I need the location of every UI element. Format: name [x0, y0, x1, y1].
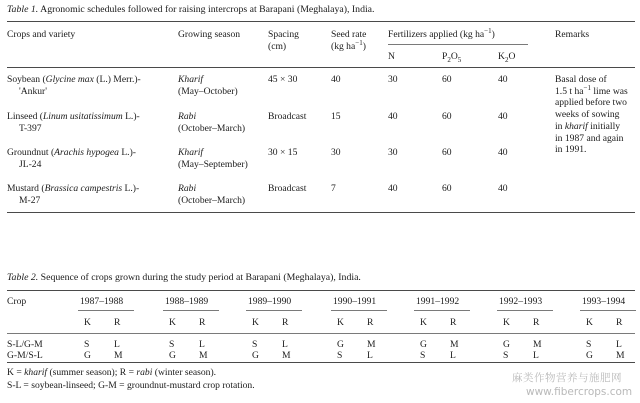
remarks-line: weeks of sowing: [555, 109, 620, 121]
season-r-header: R: [533, 317, 540, 328]
crop-code-cell: G: [586, 350, 593, 361]
k-o: O: [508, 51, 516, 62]
crop-species: Brassica campestris: [44, 183, 123, 194]
crop-species: Glycine max: [45, 74, 94, 85]
remarks-initially: initially: [587, 120, 621, 132]
crop-code-cell: S: [169, 339, 175, 350]
remarks-line: [555, 121, 628, 133]
seed-unit-close: ): [362, 40, 366, 52]
foot-mid: (summer season); R =: [47, 367, 137, 378]
foot-end: (winter season).: [152, 367, 217, 378]
crop-code-cell: L: [367, 350, 373, 361]
season-cell: [178, 147, 248, 170]
header-seed-line2: [331, 38, 366, 53]
table2-footnote-seasons: [7, 367, 216, 379]
crop-code-cell: M: [450, 339, 459, 350]
table2-header-rule: [7, 333, 635, 334]
year-rule: [414, 310, 470, 311]
spacing-cell: 30 × 15: [268, 147, 298, 158]
crop-code-cell: M: [282, 350, 291, 361]
foot-kharif: kharif: [24, 367, 48, 378]
crop-code-cell: S: [503, 350, 509, 361]
year-rule: [78, 310, 134, 311]
table2-caption-text: Sequence of crops grown during the study period at Barapani (Meghalaya), India.: [40, 272, 361, 283]
crop-code-cell: G: [420, 339, 427, 350]
watermark-line1: 麻类作物营养与施肥网: [512, 372, 622, 384]
crop-code-cell: L: [114, 339, 120, 350]
season-name: Kharif: [178, 147, 204, 158]
season-months: (October–March): [178, 194, 246, 206]
year-header: 1989–1990: [248, 296, 292, 307]
k2o-cell: 40: [498, 183, 508, 194]
season-months: (May–September): [178, 158, 248, 170]
season-k-header: K: [337, 317, 344, 328]
foot-rabi: rabi: [136, 367, 153, 378]
fert-label-sup: −1: [484, 26, 492, 35]
fertilizer-subheader-rule: [388, 44, 528, 45]
season-k-header: K: [84, 317, 91, 328]
season-k-header: K: [420, 317, 427, 328]
season-cell: [178, 111, 245, 134]
table2-top-rule: [7, 290, 635, 291]
year-header: 1990–1991: [333, 296, 377, 307]
p-sub2: 5: [457, 55, 462, 64]
watermark-line2: www.fibercrops.com: [526, 386, 633, 398]
remarks-dose: 1.5 t ha: [555, 85, 584, 97]
season-cell: [178, 183, 245, 206]
header-growing-season: Growing season: [178, 29, 241, 40]
crop-code-cell: S: [586, 339, 592, 350]
year-rule: [580, 310, 636, 311]
spacing-cell: Broadcast: [268, 111, 307, 122]
crop-code-cell: L: [199, 339, 205, 350]
remarks-dose-tail: lime was: [590, 85, 628, 97]
seed-rate-cell: 15: [331, 111, 341, 122]
remarks-line: [555, 83, 628, 98]
crop-code-cell: M: [367, 339, 376, 350]
year-rule: [331, 310, 387, 311]
remarks-in: in: [555, 120, 565, 132]
table1-bottom-rule: [7, 212, 635, 213]
crop-variety-cell: [7, 147, 136, 170]
p-o: O: [450, 51, 458, 62]
p2o5-cell: 60: [442, 74, 452, 85]
crop-line1: [7, 111, 140, 123]
n-cell: 30: [388, 147, 398, 158]
seed-rate-cell: 40: [331, 74, 341, 85]
k-main: K: [498, 51, 505, 62]
crop-code-cell: G: [503, 339, 510, 350]
crop-name: Linseed (: [7, 111, 43, 122]
season-name: Rabi: [178, 183, 197, 194]
table1-header-rule: [7, 67, 635, 68]
crop-variety: M-27: [19, 194, 41, 206]
season-k-header: K: [586, 317, 593, 328]
remarks-line: in 1991.: [555, 144, 587, 156]
table2-caption: [7, 272, 361, 284]
crop-code-cell: G: [252, 350, 259, 361]
crop-name: Groundnut (: [7, 147, 55, 158]
crop-authority: L.)-: [118, 147, 136, 158]
table1-caption-text: Agronomic schedules followed for raising intercrops at Barapani (Meghalaya), India.: [40, 4, 375, 15]
crop-code-cell: L: [282, 339, 288, 350]
crop-code-cell: S: [252, 339, 258, 350]
k2o-cell: 40: [498, 111, 508, 122]
crop-authority: L.)-: [122, 183, 140, 194]
p2o5-cell: 60: [442, 147, 452, 158]
table1-caption: [7, 4, 374, 16]
table2-bottom-rule: [7, 362, 635, 363]
season-r-header: R: [114, 317, 121, 328]
remarks-line: applied before two: [555, 97, 627, 109]
crop-authority: (L.) Merr.)-: [93, 74, 141, 85]
remarks-cell: [555, 74, 628, 156]
header-fertilizers: [388, 26, 495, 41]
crop-code-cell: S: [420, 350, 426, 361]
year-rule: [497, 310, 553, 311]
crop-line1: [7, 147, 136, 159]
season-cell: [178, 74, 238, 97]
remarks-kharif: kharif: [564, 120, 588, 132]
header-seed-rate: [331, 29, 366, 52]
p-sub1: 2: [447, 55, 451, 64]
crop-code-cell: G: [169, 350, 176, 361]
crop-code-cell: M: [114, 350, 123, 361]
season-k-header: K: [169, 317, 176, 328]
header-spacing: [268, 29, 299, 52]
season-name: Rabi: [178, 111, 197, 122]
table1-top-rule: [7, 21, 635, 22]
crop-species: Linum usitatissimum: [42, 111, 123, 122]
crop-code-cell: L: [616, 339, 622, 350]
crop-code-cell: S: [84, 339, 90, 350]
season-r-header: R: [199, 317, 206, 328]
crop-code-cell: L: [450, 350, 456, 361]
fert-label-close: ): [491, 29, 495, 40]
crop-variety: T-397: [19, 122, 42, 134]
seed-rate-cell: 7: [331, 183, 336, 194]
crop-code-cell: M: [199, 350, 208, 361]
p2o5-cell: 60: [442, 183, 452, 194]
season-name: Kharif: [178, 74, 204, 85]
year-header: 1991–1992: [416, 296, 460, 307]
n-cell: 30: [388, 74, 398, 85]
year-header: 1987–1988: [80, 296, 124, 307]
header-spacing-line2: (cm): [268, 40, 287, 52]
crop-variety: 'Ankur': [19, 85, 47, 97]
table2-footnote-rotations: S-L = soybean-linseed; G-M = groundnut-mustard crop rotation.: [7, 380, 255, 391]
p-main: P: [442, 51, 448, 62]
crop-code-cell: M: [616, 350, 625, 361]
year-rule: [163, 310, 219, 311]
n-cell: 40: [388, 111, 398, 122]
crop-name: Soybean (: [7, 74, 46, 85]
k-sub: 2: [504, 55, 509, 64]
table1-caption-number: Table 1.: [7, 4, 39, 15]
crop-code-cell: G: [84, 350, 91, 361]
crop-line1: [7, 183, 139, 195]
spacing-cell: Broadcast: [268, 183, 307, 194]
crop-line1: [7, 74, 141, 86]
header-crop: Crop: [7, 296, 27, 307]
remarks-line: in 1987 and again: [555, 132, 624, 144]
foot-k: K =: [7, 367, 25, 378]
crop-variety-cell: [7, 111, 140, 134]
season-months: (May–October): [178, 85, 238, 97]
remarks-dose-sup: −1: [583, 83, 591, 92]
crop-name: Mustard (: [7, 183, 45, 194]
crop-species: Arachis hypogea: [54, 147, 119, 158]
season-r-header: R: [282, 317, 289, 328]
rotation-label: S-L/G-M: [7, 339, 43, 350]
year-header: 1988–1989: [165, 296, 209, 307]
seed-unit: (kg ha: [331, 40, 356, 52]
crop-authority: L.)-: [122, 111, 140, 122]
header-spacing-line1: Spacing: [268, 29, 299, 40]
header-seed-line1: Seed rate: [331, 29, 367, 40]
spacing-cell: 45 × 30: [268, 74, 298, 85]
crop-code-cell: G: [337, 339, 344, 350]
header-crops-variety: Crops and variety: [7, 29, 76, 40]
crop-variety: JL-24: [19, 158, 42, 170]
n-cell: 40: [388, 183, 398, 194]
header-n: N: [388, 51, 395, 62]
k2o-cell: 40: [498, 147, 508, 158]
season-months: (October–March): [178, 122, 246, 134]
remarks-line: Basal dose of: [555, 74, 607, 85]
season-k-header: K: [503, 317, 510, 328]
season-r-header: R: [450, 317, 457, 328]
k2o-cell: 40: [498, 74, 508, 85]
header-remarks: Remarks: [555, 29, 590, 40]
season-r-header: R: [367, 317, 374, 328]
header-k2o: [498, 51, 515, 63]
seed-unit-sup: −1: [355, 38, 363, 47]
crop-variety-cell: [7, 74, 141, 97]
p2o5-cell: 60: [442, 111, 452, 122]
fert-label: Fertilizers applied (kg ha: [388, 29, 485, 40]
year-header: 1993–1994: [582, 296, 626, 307]
crop-code-cell: M: [533, 339, 542, 350]
rotation-label: G-M/S-L: [7, 350, 43, 361]
season-k-header: K: [252, 317, 259, 328]
crop-code-cell: S: [337, 350, 343, 361]
crop-variety-cell: [7, 183, 139, 206]
seed-rate-cell: 30: [331, 147, 341, 158]
year-header: 1992–1993: [499, 296, 543, 307]
season-r-header: R: [616, 317, 623, 328]
crop-code-cell: L: [533, 350, 539, 361]
year-rule: [246, 310, 302, 311]
table2-caption-number: Table 2.: [7, 272, 39, 283]
header-p2o5: [442, 51, 461, 63]
